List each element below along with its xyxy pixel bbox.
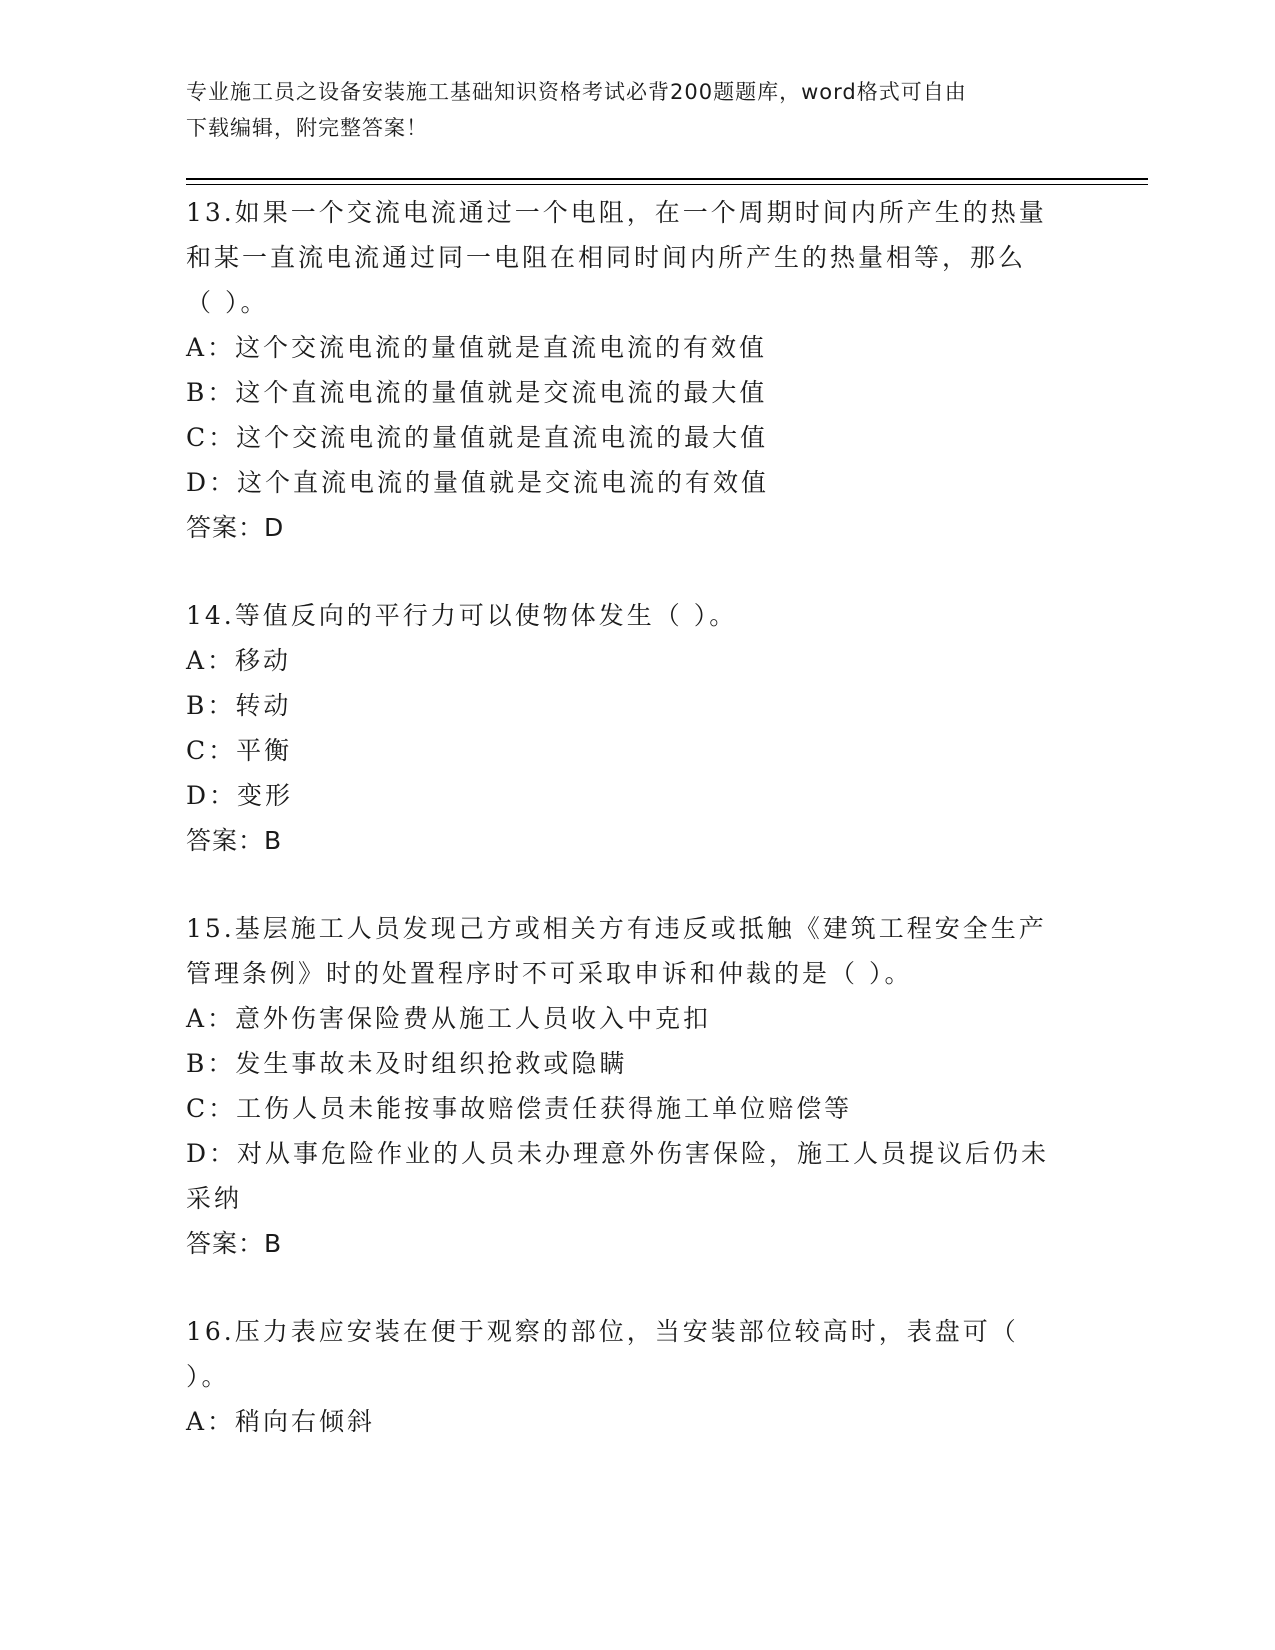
question-stem-line: （ ）。 (186, 288, 269, 317)
document-header (186, 74, 1066, 146)
question-15 (186, 906, 1066, 1266)
option-b: B：这个直流电流的量值就是交流电流的最大值 (186, 378, 768, 407)
question-stem-line: ）。 (186, 1362, 230, 1391)
question-13 (186, 190, 1066, 550)
header-divider-thick (186, 178, 1148, 180)
header-line-2: 下载编辑，附完整答案！ (186, 116, 428, 140)
answer-line: 答案：B (186, 826, 283, 855)
option-a: A：稍向右倾斜 (186, 1407, 376, 1436)
header-divider-thin (186, 184, 1148, 185)
question-stem-line: 16.压力表应安装在便于观察的部位，当安装部位较高时，表盘可（ (186, 1317, 1019, 1346)
question-14 (186, 593, 1066, 863)
answer-line: 答案：D (186, 513, 285, 542)
option-c: C：这个交流电流的量值就是直流电流的最大值 (186, 423, 769, 452)
option-d: D：变形 (186, 781, 294, 810)
option-c: C：工伤人员未能按事故赔偿责任获得施工单位赔偿等 (186, 1094, 853, 1123)
option-b: B：发生事故未及时组织抢救或隐瞒 (186, 1049, 628, 1078)
option-d: D：对从事危险作业的人员未办理意外伤害保险，施工人员提议后仍未 (186, 1139, 1050, 1168)
question-stem-line: 15.基层施工人员发现己方或相关方有违反或抵触《建筑工程安全生产 (186, 914, 1047, 943)
question-spacer (186, 1266, 1066, 1309)
question-spacer (186, 863, 1066, 906)
question-16 (186, 1309, 1066, 1444)
header-line-1: 专业施工员之设备安装施工基础知识资格考试必背200题题库，word格式可自由 (186, 80, 967, 104)
option-b: B：转动 (186, 691, 292, 720)
question-stem-line: 和某一直流电流通过同一电阻在相同时间内所产生的热量相等，那么 (186, 243, 1027, 272)
question-stem-line: 管理条例》时的处置程序时不可采取申诉和仲裁的是（ ）。 (186, 959, 913, 988)
option-d: D：这个直流电流的量值就是交流电流的有效值 (186, 468, 770, 497)
option-a: A：意外伤害保险费从施工人员收入中克扣 (186, 1004, 712, 1033)
option-d-continued: 采纳 (186, 1184, 243, 1213)
question-spacer (186, 550, 1066, 593)
question-list (186, 190, 1066, 1444)
question-stem-line: 14.等值反向的平行力可以使物体发生（ ）。 (186, 601, 738, 630)
answer-line: 答案：B (186, 1229, 283, 1258)
option-c: C：平衡 (186, 736, 293, 765)
option-a: A：这个交流电流的量值就是直流电流的有效值 (186, 333, 768, 362)
option-a: A：移动 (186, 646, 292, 675)
question-stem-line: 13.如果一个交流电流通过一个电阻，在一个周期时间内所产生的热量 (186, 198, 1047, 227)
